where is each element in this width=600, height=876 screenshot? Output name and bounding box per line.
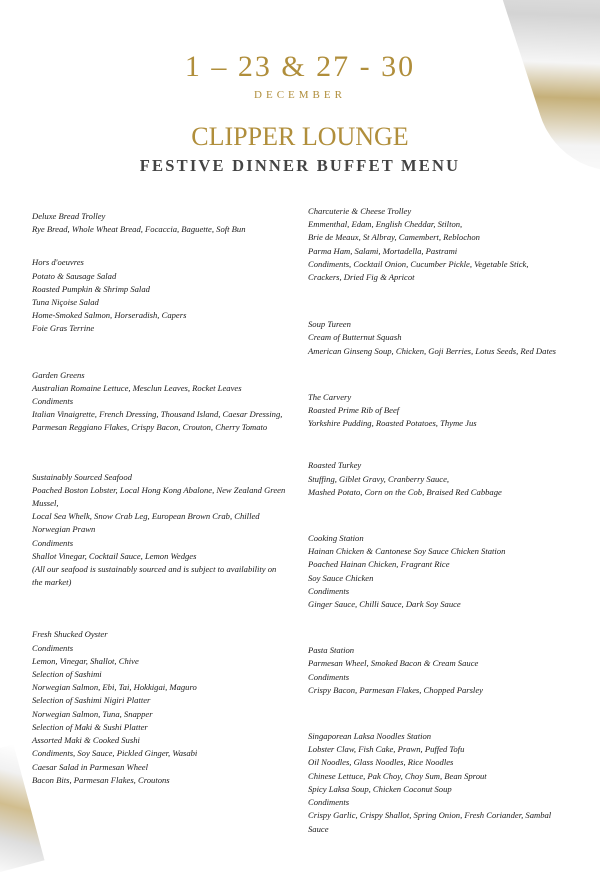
menu-section xyxy=(308,459,570,499)
menu-item-line: Emmenthal, Edam, English Cheddar, Stilton, xyxy=(308,219,463,230)
menu-item-line: Lemon, Vinegar, Shallot, Chive xyxy=(32,655,139,666)
menu-item-line: Bacon Bits, Parmesan Flakes, Croutons xyxy=(32,774,170,785)
menu-item-line: Rye Bread, Whole Wheat Bread, Focaccia, Baguette, Soft Bun xyxy=(32,224,246,235)
menu-item-line: Condiments xyxy=(308,585,350,596)
menu-section xyxy=(308,205,570,284)
menu-item-line: Condiments xyxy=(308,671,350,682)
menu-item-line: Shallot Vinegar, Cocktail Sauce, Lemon Wedges xyxy=(32,550,197,561)
menu-column-right xyxy=(308,205,570,836)
section-heading: Hors d'oeuvres xyxy=(32,257,84,268)
menu-item-line: Spicy Laksa Soup, Chicken Coconut Soup xyxy=(308,783,452,794)
section-heading: Fresh Shucked Oyster xyxy=(32,629,108,640)
section-heading: Pasta Station xyxy=(308,645,355,656)
menu-item-line: Condiments xyxy=(32,642,74,653)
menu-item-line: Condiments, Cocktail Onion, Cucumber Pickle, Vegetable Stick, xyxy=(308,258,529,269)
menu-item-line: Condiments xyxy=(32,537,74,548)
menu-item-line: Roasted Pumpkin & Shrimp Salad xyxy=(32,283,150,294)
menu-item-line: Local Sea Whelk, Snow Crab Leg, European Brown Crab, Chilled Norwegian Prawn xyxy=(32,511,260,535)
menu-item-line: Norwegian Salmon, Ebi, Tai, Hokkigai, Maguro xyxy=(32,682,197,693)
menu-item-line: Condiments xyxy=(32,396,74,407)
menu-subtitle: FESTIVE DINNER BUFFET MENU xyxy=(139,156,461,175)
menu-item-line: Cream of Butternut Squash xyxy=(308,332,402,343)
menu-item-line: Roasted Prime Rib of Beef xyxy=(308,405,400,416)
menu-item-line: Crispy Bacon, Parmesan Flakes, Chopped Parsley xyxy=(308,684,483,695)
menu-section xyxy=(32,210,286,236)
menu-item-line: Crackers, Dried Fig & Apricot xyxy=(308,272,415,283)
menu-item-line: Ginger Sauce, Chilli Sauce, Dark Soy Sauce xyxy=(308,599,461,610)
menu-item-line: Stuffing, Giblet Gravy, Cranberry Sauce, xyxy=(308,473,450,484)
menu-section xyxy=(308,391,570,431)
menu-section xyxy=(308,730,570,836)
event-month: DECEMBER xyxy=(254,89,346,101)
menu-item-line: American Ginseng Soup, Chicken, Goji Berries, Lotus Seeds, Red Dates xyxy=(308,345,556,356)
menu-item-line: Lobster Claw, Fish Cake, Prawn, Puffed Tofu xyxy=(308,744,465,755)
menu-item-line: Mashed Potato, Corn on the Cob, Braised Red Cabbage xyxy=(308,486,502,497)
menu-item-line: Poached Hainan Chicken, Fragrant Rice xyxy=(308,559,450,570)
menu-item-line: Tuna Niçoise Salad xyxy=(32,297,99,308)
menu-item-line: Chinese Lettuce, Pak Choy, Choy Sum, Bean Sprout xyxy=(308,770,487,781)
menu-column-left xyxy=(32,210,286,787)
section-heading: Cooking Station xyxy=(308,533,364,544)
section-heading: The Carvery xyxy=(308,391,352,402)
menu-item-line: Soy Sauce Chicken xyxy=(308,572,374,583)
menu-item-line: Selection of Sashimi Nigiri Platter xyxy=(32,695,151,706)
menu-section xyxy=(308,318,570,358)
menu-section xyxy=(308,644,570,697)
menu-section xyxy=(32,628,286,786)
menu-item-line: Australian Romaine Lettuce, Mesclun Leaves, Rocket Leaves xyxy=(32,382,242,393)
menu-item-line: Selection of Sashimi xyxy=(32,669,102,680)
venue-title: CLIPPER LOUNGE xyxy=(191,122,409,151)
menu-item-line: Parmesan Wheel, Smoked Bacon & Cream Sauce xyxy=(308,658,479,669)
menu-item-line: Foie Gras Terrine xyxy=(32,323,95,334)
menu-item-line: Home-Smoked Salmon, Horseradish, Capers xyxy=(32,310,187,321)
menu-item-line: Poached Boston Lobster, Local Hong Kong Abalone, New Zealand Green Mussel, xyxy=(32,484,286,509)
event-dates: 1 – 23 & 27 - 30 xyxy=(184,50,416,83)
section-heading: Garden Greens xyxy=(32,369,85,380)
menu-item-line: Hainan Chicken & Cantonese Soy Sauce Chicken Station xyxy=(308,546,506,557)
menu-item-line: Parma Ham, Salami, Mortadella, Pastrami xyxy=(308,245,458,256)
section-heading: Sustainably Sourced Seafood xyxy=(32,471,132,482)
menu-item-line: Condiments, Soy Sauce, Pickled Ginger, Wasabi xyxy=(32,748,198,759)
section-heading: Charcuterie & Cheese Trolley xyxy=(308,206,412,216)
menu-item-line: Potato & Sausage Salad xyxy=(32,270,117,281)
section-heading: Roasted Turkey xyxy=(308,460,362,471)
menu-item-line: Selection of Maki & Sushi Platter xyxy=(32,721,148,732)
menu-section xyxy=(308,532,570,611)
section-heading: Deluxe Bread Trolley xyxy=(32,211,106,221)
menu-item-line: Yorkshire Pudding, Roasted Potatoes, Thyme Jus xyxy=(308,418,477,429)
menu-section xyxy=(32,256,286,335)
menu-item-line: Caesar Salad in Parmesan Wheel xyxy=(32,761,149,772)
menu-item-line: Norwegian Salmon, Tuna, Snapper xyxy=(32,708,153,719)
menu-section xyxy=(32,471,286,590)
menu-item-line: Condiments xyxy=(308,797,350,808)
menu-item-line: (All our seafood is sustainably sourced and is subject to availability on the market) xyxy=(32,564,277,588)
menu-item-line: Oil Noodles, Glass Noodles, Rice Noodles xyxy=(308,757,454,768)
menu-item-line: Assorted Maki & Cooked Sushi xyxy=(32,735,140,746)
section-heading: Singaporean Laksa Noodles Station xyxy=(308,731,432,742)
menu-item-line: Crispy Garlic, Crispy Shallot, Spring Onion, Fresh Coriander, Sambal Sauce xyxy=(308,810,552,834)
menu-item-line: Brie de Meaux, St Albray, Camembert, Reblochon xyxy=(308,232,480,243)
menu-item-line: Parmesan Reggiano Flakes, Crispy Bacon, Crouton, Cherry Tomato xyxy=(32,422,268,433)
section-heading: Soup Tureen xyxy=(308,319,351,330)
menu-item-line: Italian Vinaigrette, French Dressing, Thousand Island, Caesar Dressing, xyxy=(32,409,283,420)
menu-section xyxy=(32,369,286,435)
